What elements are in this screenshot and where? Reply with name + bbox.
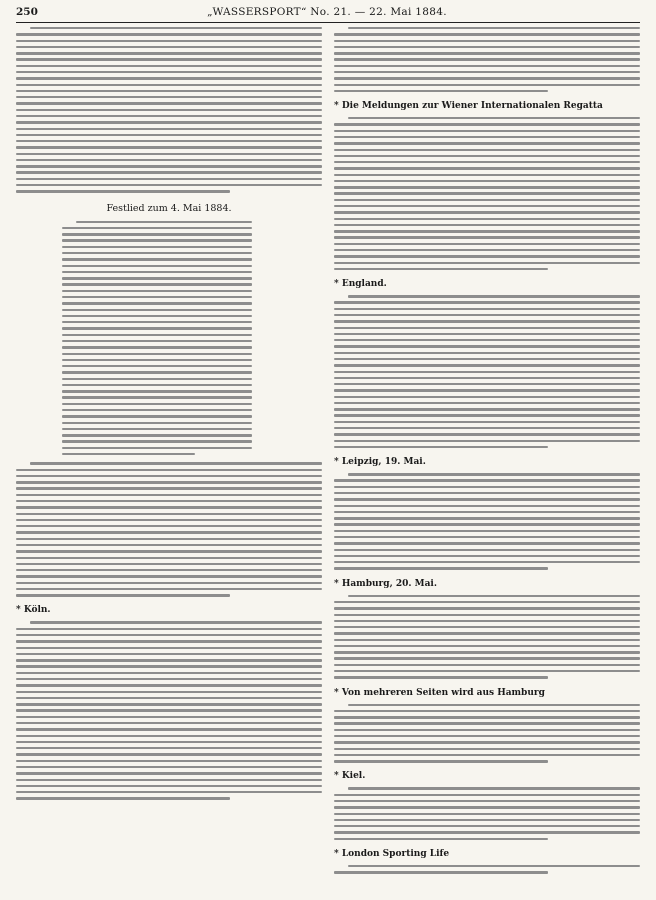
text-line — [334, 446, 548, 448]
text-line — [16, 653, 322, 655]
text-line — [16, 772, 322, 774]
text-line — [348, 865, 640, 867]
text-line — [16, 640, 322, 642]
publication-title: „WASSERSPORT“ No. 21. — 22. Mai 1884. — [207, 6, 447, 18]
text-line — [334, 670, 640, 672]
text-line — [62, 334, 252, 336]
text-line — [16, 697, 322, 699]
paragraph-gap — [334, 878, 640, 881]
text-line — [334, 542, 640, 544]
text-line — [334, 358, 640, 360]
text-line — [16, 481, 322, 483]
text-line — [334, 130, 640, 132]
text-line — [16, 140, 322, 142]
text-line — [16, 747, 322, 749]
text-line — [62, 265, 252, 267]
text-line — [16, 159, 322, 161]
text-line — [62, 252, 252, 254]
text-line — [334, 123, 640, 125]
text-line — [16, 594, 230, 596]
text-line — [334, 396, 640, 398]
text-line — [16, 84, 322, 86]
section-heading: * London Sporting Life — [334, 848, 450, 859]
text-line — [62, 422, 252, 424]
text-line — [62, 409, 252, 411]
text-line — [334, 339, 640, 341]
text-line — [334, 806, 640, 808]
text-line — [62, 327, 252, 329]
text-line — [348, 473, 640, 475]
text-line — [62, 453, 195, 455]
text-line — [16, 785, 322, 787]
text-line — [62, 258, 252, 260]
text-line — [16, 96, 322, 98]
text-line — [334, 498, 640, 500]
text-line — [334, 626, 640, 628]
text-line — [334, 664, 640, 666]
text-line — [334, 180, 640, 182]
text-line — [334, 754, 640, 756]
text-line — [16, 65, 322, 67]
text-line — [16, 184, 322, 186]
text-line — [62, 384, 252, 386]
text-line — [16, 58, 322, 60]
text-line — [16, 531, 322, 533]
text-line — [16, 500, 322, 502]
text-block — [16, 27, 322, 193]
text-line — [62, 346, 252, 348]
text-line — [334, 333, 640, 335]
text-line — [334, 530, 640, 532]
text-line — [16, 109, 322, 111]
text-line — [334, 320, 640, 322]
text-line — [16, 575, 322, 577]
text-line — [334, 46, 640, 48]
text-line — [16, 791, 322, 793]
text-line — [334, 871, 548, 873]
text-line — [16, 672, 322, 674]
text-line — [16, 519, 322, 521]
text-line — [334, 567, 548, 569]
text-line — [16, 538, 322, 540]
text-line — [16, 588, 322, 590]
text-line — [334, 639, 640, 641]
text-line — [16, 121, 322, 123]
text-line — [16, 716, 322, 718]
text-line — [16, 766, 322, 768]
text-line — [334, 364, 640, 366]
text-line — [62, 302, 252, 304]
text-block — [334, 595, 640, 679]
section-heading: * Hamburg, 20. Mai. — [334, 578, 437, 589]
left-column — [16, 27, 322, 897]
text-line — [16, 33, 322, 35]
text-line — [62, 403, 252, 405]
text-line — [334, 517, 640, 519]
text-line — [16, 525, 322, 527]
text-line — [334, 421, 640, 423]
text-line — [16, 753, 322, 755]
text-line — [334, 236, 640, 238]
text-line — [16, 178, 322, 180]
text-line — [348, 117, 640, 119]
text-line — [62, 378, 252, 380]
text-line — [334, 249, 640, 251]
text-line — [62, 271, 252, 273]
text-line — [334, 243, 640, 245]
text-line — [334, 729, 640, 731]
text-line — [62, 233, 252, 235]
text-columns — [16, 27, 640, 897]
text-line — [334, 308, 640, 310]
text-line — [16, 128, 322, 130]
text-line — [16, 735, 322, 737]
text-line — [16, 71, 322, 73]
text-line — [16, 171, 322, 173]
text-line — [16, 634, 322, 636]
text-line — [334, 536, 640, 538]
text-line — [334, 819, 640, 821]
text-line — [16, 628, 322, 630]
text-line — [334, 486, 640, 488]
text-line — [334, 427, 640, 429]
text-line — [76, 221, 252, 223]
text-line — [16, 46, 322, 48]
paragraph-gap — [16, 804, 322, 807]
text-line — [62, 277, 252, 279]
text-line — [16, 722, 322, 724]
header-rule — [16, 22, 640, 23]
text-line — [16, 475, 322, 477]
text-line — [62, 396, 252, 398]
text-line — [334, 174, 640, 176]
text-block — [334, 27, 640, 92]
paragraph-gap — [16, 197, 322, 200]
text-line — [16, 506, 322, 508]
text-line — [334, 224, 640, 226]
text-line — [16, 77, 322, 79]
text-line — [334, 440, 640, 442]
text-line — [334, 52, 640, 54]
text-line — [62, 365, 252, 367]
text-line — [16, 153, 322, 155]
text-line — [62, 315, 252, 317]
section-heading: * England. — [334, 279, 387, 290]
text-line — [334, 722, 640, 724]
text-line — [334, 716, 640, 718]
text-line — [16, 728, 322, 730]
text-line — [16, 569, 322, 571]
paragraph-gap — [334, 452, 640, 455]
text-line — [16, 544, 322, 546]
text-line — [334, 831, 640, 833]
text-line — [334, 735, 640, 737]
text-line — [334, 377, 640, 379]
text-line — [334, 205, 640, 207]
text-line — [348, 27, 640, 29]
section-heading: * Leipzig, 19. Mai. — [334, 457, 426, 468]
text-line — [334, 40, 640, 42]
right-column — [334, 27, 640, 897]
text-line — [62, 227, 252, 229]
text-line — [16, 659, 322, 661]
text-line — [334, 77, 640, 79]
paragraph-gap — [334, 96, 640, 99]
text-line — [334, 748, 640, 750]
text-line — [334, 710, 640, 712]
text-line — [334, 561, 640, 563]
text-line — [62, 415, 252, 417]
text-line — [348, 595, 640, 597]
text-line — [334, 555, 640, 557]
text-line — [16, 709, 322, 711]
text-line — [334, 389, 640, 391]
text-block — [62, 221, 252, 456]
text-line — [16, 563, 322, 565]
text-line — [334, 741, 640, 743]
text-line — [334, 825, 640, 827]
text-line — [348, 787, 640, 789]
text-line — [16, 678, 322, 680]
text-line — [16, 760, 322, 762]
text-line — [334, 345, 640, 347]
text-line — [334, 167, 640, 169]
section-heading: * Von mehreren Seiten wird aus Hamburg — [334, 687, 545, 698]
text-line — [16, 741, 322, 743]
text-line — [334, 479, 640, 481]
text-line — [334, 651, 640, 653]
text-line — [16, 550, 322, 552]
text-line — [334, 371, 640, 373]
text-line — [62, 447, 252, 449]
paragraph-gap — [334, 844, 640, 847]
text-line — [62, 309, 252, 311]
text-line — [62, 246, 252, 248]
text-line — [16, 102, 322, 104]
text-line — [334, 402, 640, 404]
text-line — [334, 408, 640, 410]
text-block — [334, 787, 640, 840]
text-line — [62, 428, 252, 430]
text-line — [16, 703, 322, 705]
text-line — [334, 505, 640, 507]
text-line — [334, 90, 548, 92]
text-line — [334, 760, 548, 762]
text-line — [16, 115, 322, 117]
text-line — [334, 71, 640, 73]
text-block — [334, 704, 640, 763]
text-line — [16, 513, 322, 515]
text-line — [62, 359, 252, 361]
text-block — [334, 117, 640, 270]
text-line — [334, 211, 640, 213]
text-line — [62, 390, 252, 392]
text-line — [30, 27, 322, 29]
text-line — [16, 647, 322, 649]
text-line — [334, 601, 640, 603]
text-line — [16, 146, 322, 148]
text-line — [334, 620, 640, 622]
text-line — [62, 321, 252, 323]
text-line — [16, 40, 322, 42]
text-line — [334, 255, 640, 257]
page-number: 250 — [16, 6, 38, 18]
text-line — [334, 549, 640, 551]
text-line — [334, 383, 640, 385]
text-line — [334, 155, 640, 157]
text-block — [334, 865, 640, 874]
text-line — [30, 621, 322, 623]
text-line — [30, 462, 322, 464]
section-heading: * Köln. — [16, 605, 51, 616]
text-line — [62, 239, 252, 241]
text-line — [62, 283, 252, 285]
text-line — [334, 838, 548, 840]
text-line — [334, 192, 640, 194]
text-line — [334, 58, 640, 60]
text-line — [334, 813, 640, 815]
text-line — [16, 134, 322, 136]
text-line — [334, 84, 640, 86]
text-line — [334, 794, 640, 796]
text-line — [16, 469, 322, 471]
text-line — [334, 268, 548, 270]
text-line — [16, 494, 322, 496]
text-line — [62, 290, 252, 292]
text-line — [334, 414, 640, 416]
text-line — [334, 511, 640, 513]
text-line — [334, 800, 640, 802]
text-line — [334, 492, 640, 494]
text-line — [62, 440, 252, 442]
poem-heading: Festlied zum 4. Mai 1884. — [106, 202, 232, 214]
text-line — [334, 199, 640, 201]
paragraph-gap — [334, 683, 640, 686]
section-heading: * Die Meldungen zur Wiener Internationalen Regatta — [334, 101, 603, 112]
text-line — [334, 657, 640, 659]
text-line — [334, 136, 640, 138]
text-line — [334, 607, 640, 609]
text-line — [334, 218, 640, 220]
text-line — [334, 301, 640, 303]
text-block — [16, 462, 322, 596]
text-line — [16, 190, 230, 192]
text-line — [16, 691, 322, 693]
text-line — [334, 230, 640, 232]
text-line — [334, 614, 640, 616]
paragraph-gap — [334, 766, 640, 769]
text-line — [334, 352, 640, 354]
text-line — [334, 65, 640, 67]
text-line — [62, 434, 252, 436]
text-line — [348, 704, 640, 706]
text-line — [62, 353, 252, 355]
paragraph-gap — [334, 574, 640, 577]
running-header — [16, 6, 640, 20]
text-line — [16, 487, 322, 489]
text-line — [16, 684, 322, 686]
text-line — [334, 186, 640, 188]
text-line — [334, 645, 640, 647]
paragraph-gap — [16, 600, 322, 603]
text-line — [16, 779, 322, 781]
text-line — [334, 327, 640, 329]
text-line — [334, 142, 640, 144]
text-line — [334, 149, 640, 151]
text-line — [334, 161, 640, 163]
text-block — [334, 295, 640, 448]
text-line — [334, 523, 640, 525]
text-line — [16, 165, 322, 167]
text-line — [334, 676, 548, 678]
text-block — [334, 473, 640, 570]
text-line — [16, 582, 322, 584]
text-line — [16, 557, 322, 559]
text-line — [16, 797, 230, 799]
text-line — [62, 340, 252, 342]
text-line — [334, 433, 640, 435]
text-line — [16, 665, 322, 667]
text-line — [334, 632, 640, 634]
text-line — [62, 296, 252, 298]
text-line — [16, 90, 322, 92]
text-line — [334, 33, 640, 35]
text-line — [334, 262, 640, 264]
text-line — [16, 52, 322, 54]
paragraph-gap — [334, 274, 640, 277]
text-line — [334, 314, 640, 316]
section-heading: * Kiel. — [334, 771, 366, 782]
text-line — [348, 295, 640, 297]
text-block — [16, 621, 322, 799]
text-line — [62, 371, 252, 373]
